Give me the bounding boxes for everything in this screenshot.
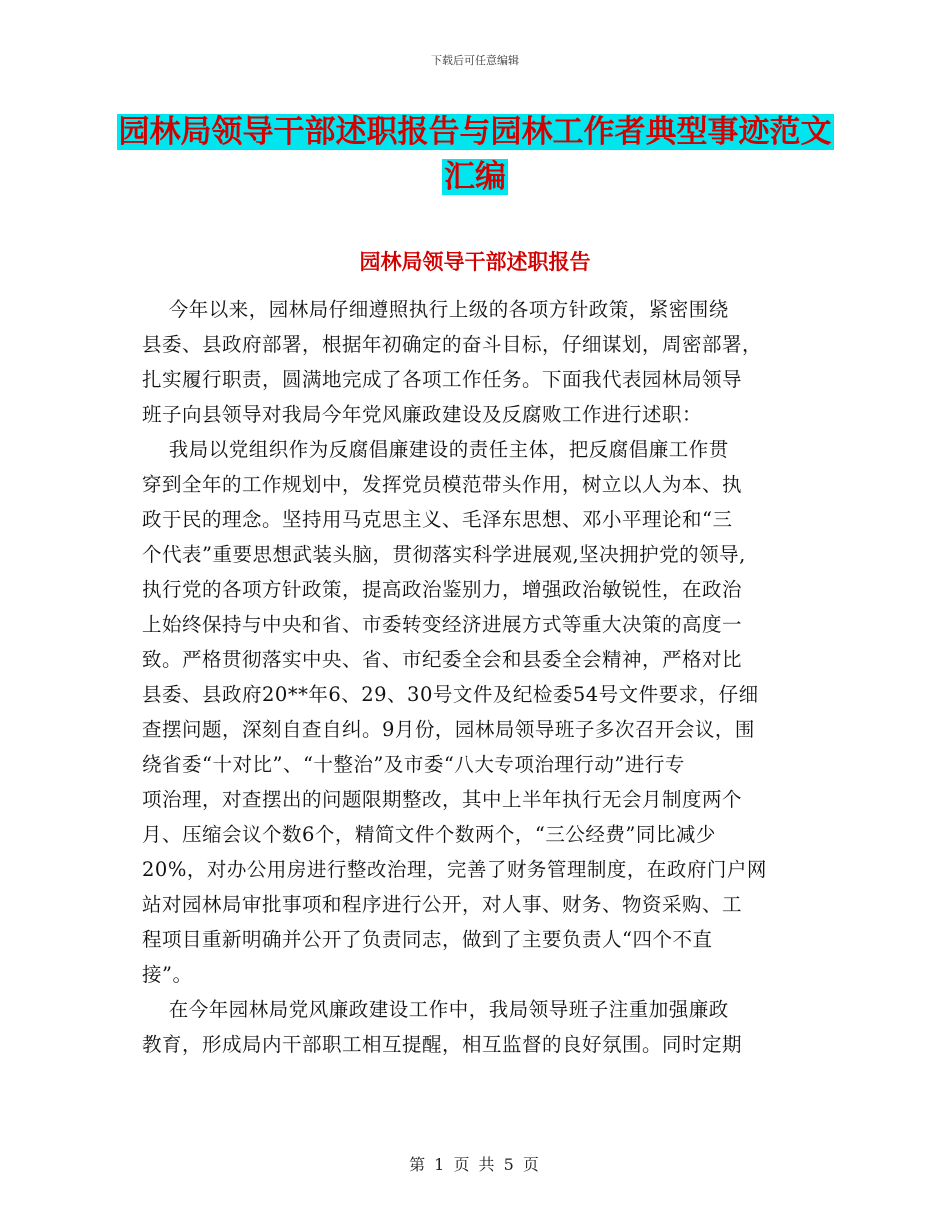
text-line: 上始终保持与中央和省、市委转变经济进展方式等重大决策的高度一 <box>142 613 743 636</box>
text-line: 月、压缩会议个数6个，精简文件个数两个，“三公经费”同比减少 <box>142 823 716 846</box>
text-line: 在今年园林局党风廉政建设工作中，我局领导班子注重加强廉政 <box>142 998 729 1021</box>
text-line: 执行党的各项方针政策，提高政治鉴别力，增强政治敏锐性，在政治 <box>142 578 743 601</box>
body-text <box>142 292 804 1062</box>
text-line: 项治理，对查摆出的问题限期整改，其中上半年执行无会月制度两个 <box>142 788 743 811</box>
text-line: 教育，形成局内干部职工相互提醒，相互监督的良好氛围。同时定期 <box>142 1033 743 1056</box>
text-line: 县委、县政府20**年6、29、30号文件及纪检委54号文件要求，仔细 <box>142 683 759 706</box>
header-note: 下载后可任意编辑 <box>431 54 519 67</box>
text-line: 绕省委“十对比”、“十整治”及市委“八大专项治理行动”进行专 <box>142 753 685 776</box>
page-number: 第 1 页 共 5 页 <box>409 1155 541 1174</box>
text-line: 今年以来，园林局仔细遵照执行上级的各项方针政策，紧密围绕 <box>142 298 729 321</box>
text-line: 县委、县政府部署，根据年初确定的奋斗目标，仔细谋划，周密部署， <box>142 333 763 356</box>
title-highlight-2: 汇编 <box>444 159 506 195</box>
text-line: 扎实履行职责，圆满地完成了各项工作任务。下面我代表园林局领导 <box>142 368 743 391</box>
text-line: 班子向县领导对我局今年党风廉政建设及反腐败工作进行述职： <box>142 403 703 426</box>
text-line: 站对园林局审批事项和程序进行公开，对人事、财务、物资采购、工 <box>142 893 743 916</box>
text-line: 我局以党组织作为反腐倡廉建设的责任主体，把反腐倡廉工作贯 <box>142 438 729 461</box>
text-line: 穿到全年的工作规划中，发挥党员模范带头作用，树立以人为本、执 <box>142 473 743 496</box>
document-title-line2 <box>0 155 950 199</box>
text-line: 接”。 <box>142 963 193 986</box>
section-heading: 园林局领导干部述职报告 <box>359 250 591 274</box>
document-title-line1 <box>0 110 950 154</box>
text-line: 程项目重新明确并公开了负责同志，做到了主要负责人“四个不直 <box>142 928 713 951</box>
text-line: 致。严格贯彻落实中央、省、市纪委全会和县委全会精神，严格对比 <box>142 648 743 671</box>
text-line: 政于民的理念。坚持用马克思主义、毛泽东思想、邓小平理论和“三 <box>142 508 733 531</box>
text-line: 个代表”重要思想武装头脑，贯彻落实科学进展观,坚决拥护党的领导, <box>142 543 746 566</box>
text-line: 20%，对办公用房进行整改治理，完善了财务管理制度，在政府门户网 <box>142 858 767 881</box>
title-highlight-1: 园林局领导干部述职报告与园林工作者典型事迹范文 <box>118 114 832 150</box>
text-line: 查摆问题，深刻自查自纠。9月份，园林局领导班子多次召开会议，围 <box>142 718 755 741</box>
